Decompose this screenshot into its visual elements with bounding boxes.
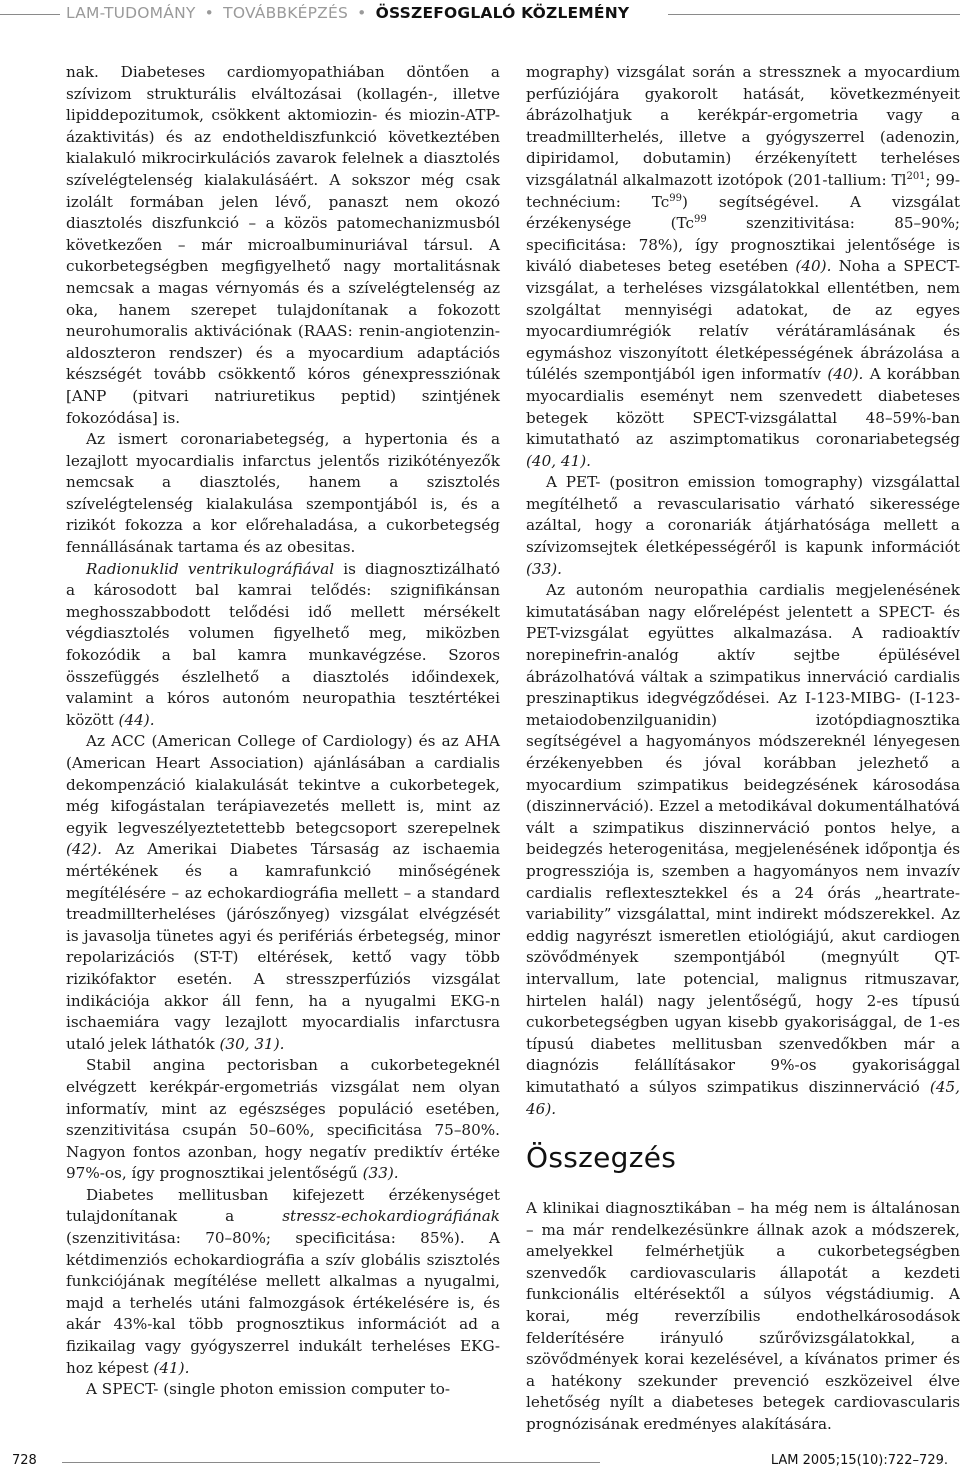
stress-echo-term: stressz-echokardiográfiának	[282, 1207, 500, 1226]
right-paragraph-1	[526, 62, 960, 472]
right-paragraph-1-text-4: szenzitivitása: 85–90%; specificitása: 78%), így prognosztikai jelentősége is kiváló diabeteses beteg esetében	[526, 214, 960, 276]
header-rule-left	[0, 14, 60, 15]
citation: (40, 41).	[526, 451, 591, 470]
left-paragraph-6	[66, 1185, 500, 1379]
right-paragraph-1-text-2: ; 99-technécium: Tc	[526, 170, 960, 211]
left-paragraph-2: Az ismert coronariabetegség, a hypertonia és a lezajlott myocardialis infarctus jelentős rizikótényezők nemcsak a diasztolés, hanem a szisztolés szívelégtelenség kialakulása szempontjából is, és a rizikót fokozza a kor előrehaladása, a cukorbetegség fennállásának tartama és az obesitas.	[66, 430, 500, 557]
page-number: 728	[12, 1453, 37, 1468]
left-paragraph-4	[66, 731, 500, 1055]
left-paragraph-5	[66, 1055, 500, 1185]
left-paragraph-4-text-2: Az Amerikai Diabetes Társaság az ischaemia mértékének és a kamrafunkció minőségének megítélésére – az echokardiográfia mellett – a standard treadmillterheléses (járószőnyeg) vizsgálat elvégzését is javasolja tünetes agyi és perifériás érbetegség, minor repolarizációs (ST-T) eltérések, kettő vagy több rizikófaktor esetén. A stresszperfúziós vizsgálat indikációja akkor áll fenn, ha a nyugalmi EKG-n ischaemiára vagy lezajlott myocardialis infarctusra utaló jelek láthatók	[66, 840, 500, 1053]
citation: (44).	[118, 710, 155, 729]
superscript-isotope: 99	[693, 214, 707, 226]
left-paragraph-3	[66, 559, 500, 732]
right-paragraph-1-text-6: A korábban myocardialis eseményt nem szenvedett diabeteses betegek között SPECT-vizsgálattal 48–59%-ban kimutatható az aszimptomatikus coronariabetegség	[526, 365, 960, 449]
left-paragraph-4-text: Az ACC (American College of Cardiology) és az AHA (American Heart Association) ajánlásában a cardialis dekompenzáció kialakulását tekintve a cukorbetegek, még kifogástalan terápiavezetés mellett is, mint az egyik legveszélyeztetettebb betegcsoport szerepelnek	[66, 732, 500, 837]
right-paragraph-2	[526, 472, 960, 580]
left-paragraph-3-text: is diagnosztizálható a károsodott bal kamrai telődés: szignifikánsan meghosszabbodott telődési idő mellett mérsékelt végdiasztolés volumen figyelhető meg, miközben fokozódik a bal kamra munkavégzése. Szoros összefüggés észlelhető a diasztolés időindexek, valamint a kóros autonóm neuropathia tesztértékei között	[66, 559, 500, 729]
page-footer	[0, 1453, 960, 1473]
right-paragraph-3-text: Az autonóm neuropathia cardialis megjelenésének kimutatásában nagy előrelépést jelentett a SPECT- és PET-vizsgálat együttes alkalmazása. A radioaktív norepinefrin-analóg aktív sejtbe épülésével ábrázolhatóvá váltak a szimpatikus innerváció cardialis preszinaptikus idegvégződései. Az I-123-MIBG- (I-123-metaiodobenzilguanidin) izotópdiagnosztika segítségével a hagyományos módszereknél lényegesen érzékenyebben és jóval korábban jelezhető a myocardium szimpatikus beidegzésének károsodása (diszinnerváció). Ezzel a metodikával dokumentálhatóvá vált a szimpatikus diszinnerváció pontos helye, a beidegzés heterogenitása, megjelenésének időpontja és progressziója is, szemben a hagyományos nem invazív cardialis reflextesztekkel és a 24 órás „heartrate-variability” vizsgálattal, mint indirekt módszerekkel. Az eddig nagyrészt ismeretlen etiológiájú, akut cardiogen szövődmények szempontjából (megnyúlt QT-intervallum, late potencial, malignus ritmuszavar, hirtelen halál) nagy jelentőségű, hogy 2-es típusú cukorbetegségben ugyan kisebb gyakorisággal, de 1-es típusú diabetes mellitusban szenvedőkben már a diagnózis felállításakor 9%-os gyakorisággal kimutatható a súlyos szimpatikus diszinnerváció	[526, 581, 960, 1096]
citation: (41).	[153, 1358, 190, 1377]
journal-reference: LAM 2005;15(10):722–729.	[770, 1453, 948, 1468]
summary-paragraph: A klinikai diagnosztikában – ha még nem is általánosan – ma már rendelkezésünkre állnak azok a módszerek, amelyekkel felmérhetjük a cukorbetegségben szenvedők cardiovascularis állapotát a kezdeti funkcionális eltérésektől a súlyos végstádiumig. A korai, még reverzíbilis endothelkárosodások felderítésére irányuló szűrővizsgálatokkal, a szövődmények korai kezelésével, a kívánatos primer és a hatékony szekunder prevenció eszközeivel élve lehetőség nyílt a diabeteses betegek cardiovascularis prognózisának eredményes alakítására.	[526, 1199, 960, 1434]
citation: (42).	[66, 840, 103, 859]
header-text	[66, 4, 629, 22]
citation: (45, 46).	[526, 1077, 960, 1118]
header-separator-2: •	[357, 4, 367, 22]
left-paragraph-6-text-2: (szenzitivitása: 70–80%; specificitása: 85%). A kétdimenziós echokardiográfia a szív globális szisztolés funkciójának megítélése mellett alkalmas a nyugalmi, majd a terhelés utáni falmozgások értékelésére is, és akár 43%-kal több prognosztikus információt ad a fizikailag vagy gyógyszerrel indukált terheléses EKG-hoz képest	[66, 1229, 500, 1377]
footer-rule	[62, 1462, 600, 1463]
header-section-1: LAM-TUDOMÁNY	[66, 4, 196, 22]
citation: (33).	[526, 559, 563, 578]
citation: (33).	[362, 1164, 399, 1183]
right-column	[526, 62, 960, 1436]
running-header	[0, 0, 960, 40]
right-paragraph-2-text: A PET- (positron emission tomography) vizsgálattal megítélhető a revascularisatio várható sikeressége azáltal, hogy a coronariák átjárhatósága mellett a szívizomsejtek életképességéről is kapunk információt	[526, 473, 960, 557]
citation: (30, 31).	[219, 1034, 285, 1053]
superscript-isotope: 201	[906, 170, 926, 182]
radionuclide-term: Radionuklid ventrikulográfiával	[86, 559, 335, 578]
citation: (40).	[827, 365, 864, 384]
left-paragraph-1: nak. Diabeteses cardiomyopathiában döntően a szívizom strukturális elváltozásai (kollagén-, illetve lipiddepozitumok, csökkent aktomiozin- és miozin-ATP-ázaktivitás) és az endotheldiszfunkció következtében kialakuló mikrocirkulációs zavarok felelnek a diasztolés szívelégtelenség kialakulásáért. A sokszor még csak izolált formában jelen lévő, panaszt nem okozó diasztolés diszfunkció – a közös patomechanizmusból következően – már microalbuminuriával társul. A cukorbetegségben megfigyelhető nagy mortalitásnak nemcsak a magas vérnyomás és a szívelégtelenség az oka, hanem szerepet tulajdonítanak a fokozott neurohumoralis aktivációnak (RAAS: renin-angiotenzin-aldoszteron rendszer) és a myocardium adaptációs készségét tovább csökkentő kóros génexpressziónak [ANP (pitvari natriuretikus peptid) szintjének fokozódása] is.	[66, 63, 500, 427]
header-separator-1: •	[204, 4, 215, 22]
superscript-isotope: 99	[669, 192, 682, 204]
right-paragraph-1-text-5: Noha a SPECT-vizsgálat, a terheléses vizsgálatokkal ellentétben, nem szolgáltat mennyiségi adatokat, de az egyes myocardiumrégiók relatív vérátáramlásának és egymáshoz viszonyított életképességének ábrázolása a túlélés szempontjából igen informatív	[526, 257, 960, 384]
left-paragraph-7: A SPECT- (single photon emission computer to-	[86, 1380, 451, 1399]
right-paragraph-1-text: mography) vizsgálat során a stressznek a myocardium perfúziójára gyakorolt hatását, következményeit ábrázolhatjuk a kerékpár-ergometria vagy a treadmillterhelés, illetve a gyógyszerrel (adenozin, dipiridamol, dobutamin) érzékenyített terheléses vizsgálatnál alkalmazott izotópok (201-tallium: Tl	[526, 63, 960, 189]
header-section-2: TOVÁBBKÉPZÉS	[223, 4, 348, 22]
right-paragraph-3	[526, 580, 960, 1120]
left-paragraph-5-text: Stabil angina pectorisban a cukorbetegeknél elvégzett kerékpár-ergometriás vizsgálat nem olyan informatív, mint az egészséges populáció esetében, szenzitivitása csupán 50–60%, specificitása 75–80%. Nagyon fontos azonban, hogy negatív prediktív értéke 97%-os, így prognosztikai jelentőségű	[66, 1056, 500, 1183]
right-paragraph-1-text-3: ) segítségével. A vizsgálat érzékenysége (Tc	[526, 192, 960, 233]
header-rule-right	[668, 14, 960, 15]
left-paragraph-6-text: Diabetes mellitusban kifejezett érzékenységet tulajdonítanak a	[66, 1185, 500, 1226]
header-section-3: ÖSSZEFOGLALÓ KÖZLEMÉNY	[375, 4, 630, 22]
section-heading-summary: Összegzés	[526, 1141, 677, 1175]
left-column	[66, 62, 500, 1401]
citation: (40).	[795, 257, 832, 276]
